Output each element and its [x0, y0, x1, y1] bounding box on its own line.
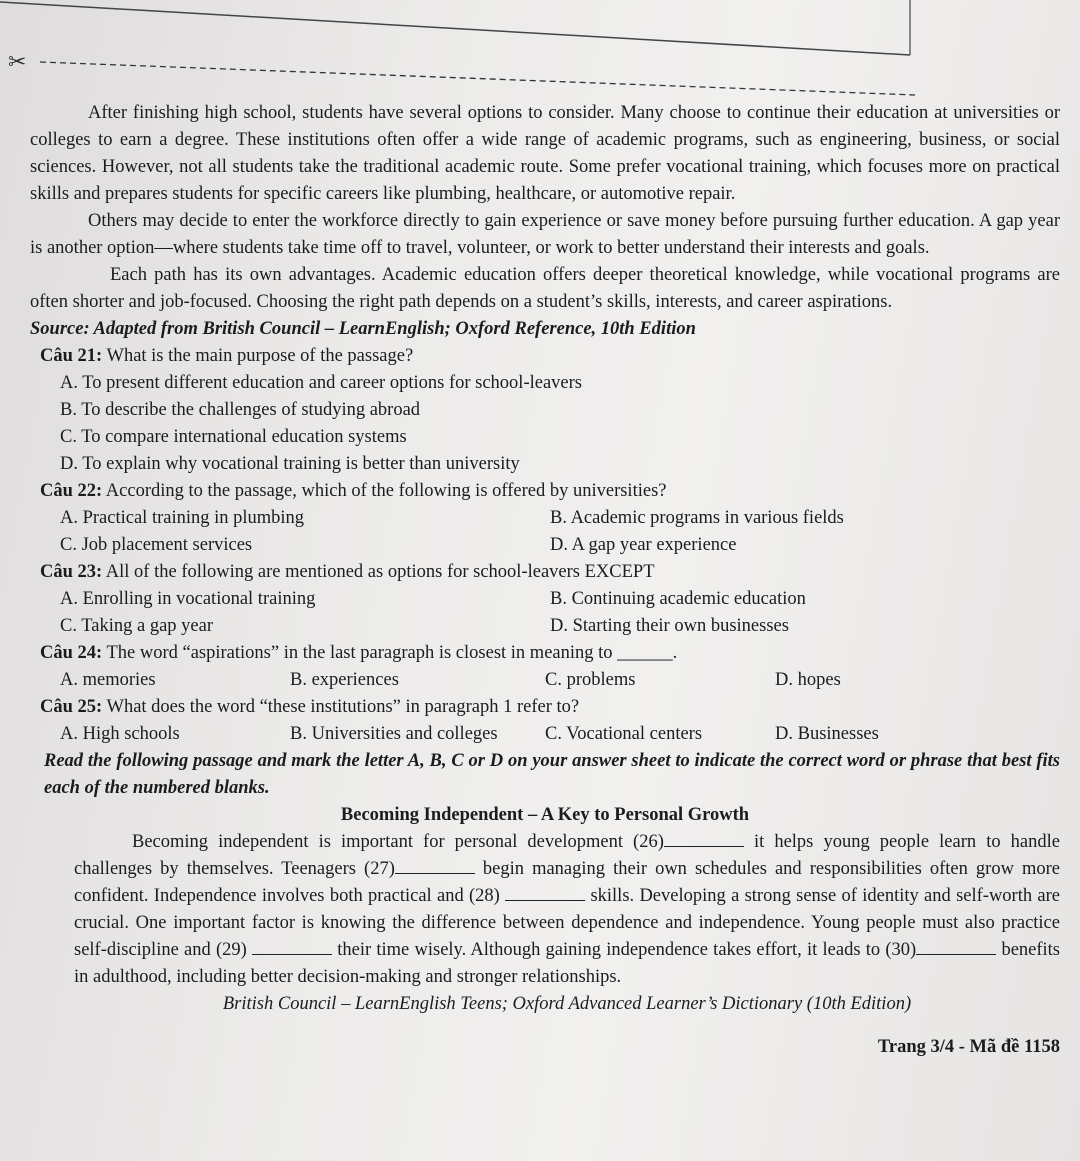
- option-c[interactable]: C. problems: [545, 670, 636, 690]
- option-d[interactable]: D. hopes: [775, 670, 841, 690]
- cut-line-svg: [0, 0, 1080, 100]
- option-b[interactable]: B. Universities and colleges: [290, 724, 498, 744]
- blank-28[interactable]: [505, 884, 585, 901]
- option-c[interactable]: C. Vocational centers: [545, 724, 703, 744]
- option-b[interactable]: B. Academic programs in various fields: [550, 508, 844, 528]
- passage1-source: Source: Adapted from British Council – LearnEnglish; Oxford Reference, 10th Edition: [30, 319, 696, 339]
- question-text: What is the main purpose of the passage?: [102, 346, 414, 366]
- passage2-text: Becoming independent is important for personal development (26): [132, 832, 664, 852]
- passage2-title: Becoming Independent – A Key to Personal Growth: [340, 805, 750, 825]
- question-23: [30, 559, 1060, 640]
- question-text: What does the word “these institutions” in paragraph 1 refer to?: [102, 697, 580, 717]
- question-label: Câu 23:: [40, 562, 103, 582]
- question-label: Câu 21:: [40, 346, 103, 366]
- scissors-icon: ✂: [8, 50, 27, 75]
- blank-27[interactable]: [395, 857, 475, 874]
- question-text: The word “aspirations” in the last paragraph is closest in meaning to ______.: [102, 643, 678, 663]
- option-b[interactable]: B. experiences: [290, 670, 399, 690]
- option-a[interactable]: A. Practical training in plumbing: [60, 508, 305, 528]
- option-d[interactable]: D. A gap year experience: [550, 535, 737, 555]
- passage2-citation: British Council – LearnEnglish Teens; Oxford Advanced Learner’s Dictionary (10th Edition): [222, 994, 912, 1014]
- option-c[interactable]: C. Taking a gap year: [60, 616, 213, 636]
- question-25: [30, 694, 1060, 748]
- question-text: According to the passage, which of the following is offered by universities?: [102, 481, 667, 501]
- page-footer: Trang 3/4 - Mã đề 1158: [877, 1037, 1060, 1057]
- option-d[interactable]: D. Starting their own businesses: [550, 616, 789, 636]
- blank-30[interactable]: [916, 938, 996, 955]
- option-a[interactable]: A. Enrolling in vocational training: [60, 589, 316, 609]
- question-21: [30, 343, 1060, 478]
- option-d[interactable]: D. To explain why vocational training is better than university: [60, 454, 520, 474]
- passage2-text: benefits in adulthood, including better decision-making and stronger relationships.: [74, 940, 1061, 987]
- option-b[interactable]: B. To describe the challenges of studying abroad: [60, 400, 421, 420]
- question-label: Câu 25:: [40, 697, 103, 717]
- exam-content: [30, 100, 1060, 1061]
- option-b[interactable]: B. Continuing academic education: [550, 589, 806, 609]
- blank-29[interactable]: [252, 938, 332, 955]
- passage1-paragraph2: Others may decide to enter the workforce directly to gain experience or save money before pursuing further education. A gap year is another option—where students take time off to travel, volunteer, or work to better understand their interests and goals.: [30, 211, 1060, 258]
- instruction-text: Read the following passage and mark the letter A, B, C or D on your answer sheet to indicate the correct word or phrase that best fits each of the numbered blanks.: [44, 751, 1060, 798]
- passage2-body: [74, 829, 1060, 1018]
- option-a[interactable]: A. memories: [60, 670, 156, 690]
- question-24: [30, 640, 1060, 694]
- question-22: [30, 478, 1060, 559]
- option-d[interactable]: D. Businesses: [775, 724, 879, 744]
- passage2-text: begin managing their own schedules and responsibilities often grow more confident. Independence involves both practical and (28): [74, 859, 1060, 906]
- question-label: Câu 22:: [40, 481, 103, 501]
- option-c[interactable]: C. Job placement services: [60, 535, 253, 555]
- passage1-paragraph1: After finishing high school, students have several options to consider. Many choose to continue their education at universities or colleges to earn a degree. These institutions often offer a wide range of academic programs, such as engineering, business, or social sciences. However, not all students take the traditional academic route. Some prefer vocational training, which focuses more on practical skills and prepares students for specific careers like plumbing, healthcare, or automotive repair.: [30, 103, 1060, 204]
- blank-26[interactable]: [664, 830, 744, 847]
- option-a[interactable]: A. To present different education and career options for school-leavers: [60, 373, 582, 393]
- passage2-text: it helps young people learn to handle challenges by themselves. Teenagers (27): [74, 832, 1060, 879]
- passage1-paragraph3: Each path has its own advantages. Academic education offers deeper theoretical knowledge, while vocational programs are often shorter and job-focused. Choosing the right path depends on a student’s skills, interests, and career aspirations.: [30, 265, 1060, 312]
- passage2-text: skills. Developing a strong sense of identity and self-worth are crucial. One important factor is knowing the difference between dependence and independence. Young people must also practice self-discipline and (29): [74, 886, 1060, 960]
- option-a[interactable]: A. High schools: [60, 724, 180, 744]
- passage2-text: their time wisely. Although gaining independence takes effort, it leads to (30): [332, 940, 917, 960]
- option-c[interactable]: C. To compare international education systems: [60, 427, 407, 447]
- question-label: Câu 24:: [40, 643, 103, 663]
- cut-line-area: [0, 0, 1080, 100]
- question-text: All of the following are mentioned as options for school-leavers EXCEPT: [102, 562, 655, 582]
